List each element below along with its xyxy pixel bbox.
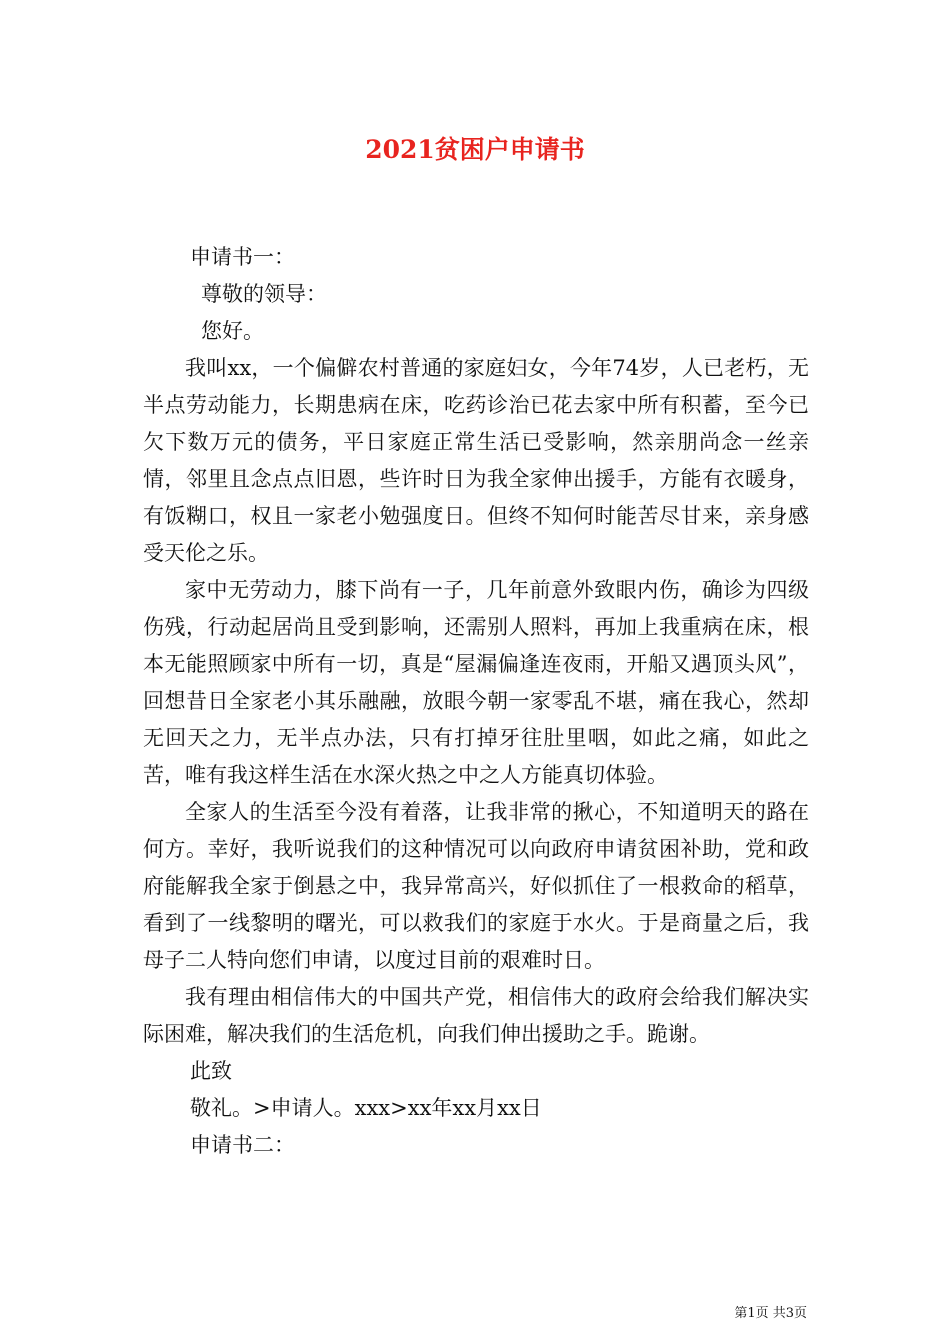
page-number: 第1页 共3页 [734, 1306, 807, 1321]
section-label-1: 申请书一： [190, 245, 295, 269]
paragraph-2: 家中无劳动力，膝下尚有一子，几年前意外致眼内伤，确诊为四级伤残，行动起居尚且受到影响，还需别人照料，再加上我重病在床，根本无能照顾家中所有一切，真是“屋漏偏逢连夜雨，开船又遇顶头风”，回想昔日全家老小其乐融融，放眼今朝一家零乱不堪，痛在我心，然却无回天之力，无半点办法，只有打掉牙往肚里咽，如此之痛，如此之苦，唯有我这样生活在水深火热之中之人方能真切体验。 [143, 578, 809, 787]
section-label-2: 申请书二： [190, 1133, 295, 1157]
document-title: 2021贫困户申请书 [365, 135, 585, 164]
paragraph-3: 全家人的生活至今没有着落，让我非常的揪心，不知道明天的路在何方。幸好，我听说我们的这种情况可以向政府申请贫困补助，党和政府能解我全家于倒悬之中，我异常高兴，好似抓住了一根救命的稻草，看到了一线黎明的曙光，可以救我们的家庭于水火。于是商量之后，我母子二人特向您们申请，以度过目前的艰难时日。 [143, 800, 809, 972]
salutation: 尊敬的领导： [201, 282, 327, 306]
paragraph-4: 我有理由相信伟大的中国共产党，相信伟大的政府会给我们解决实际困难，解决我们的生活危机，向我们伸出援助之手。跪谢。 [143, 985, 809, 1046]
greeting: 您好。 [201, 319, 264, 343]
closing: 此致 [190, 1059, 232, 1083]
document-body [143, 239, 809, 1164]
paragraph-1: 我叫xx，一个偏僻农村普通的家庭妇女，今年74岁，人已老朽，无半点劳动能力，长期患病在床，吃药诊治已花去家中所有积蓄，至今已欠下数万元的债务，平日家庭正常生活已受影响，然亲朋尚念一丝亲情，邻里且念点点旧恩，些许时日为我全家伸出援手，方能有衣暖身，有饭糊口，权且一家老小勉强度日。但终不知何时能苦尽甘来，亲身感受天伦之乐。 [143, 356, 809, 565]
signature: 敬礼。>申请人。xxx>xx年xx月xx日 [190, 1096, 542, 1120]
